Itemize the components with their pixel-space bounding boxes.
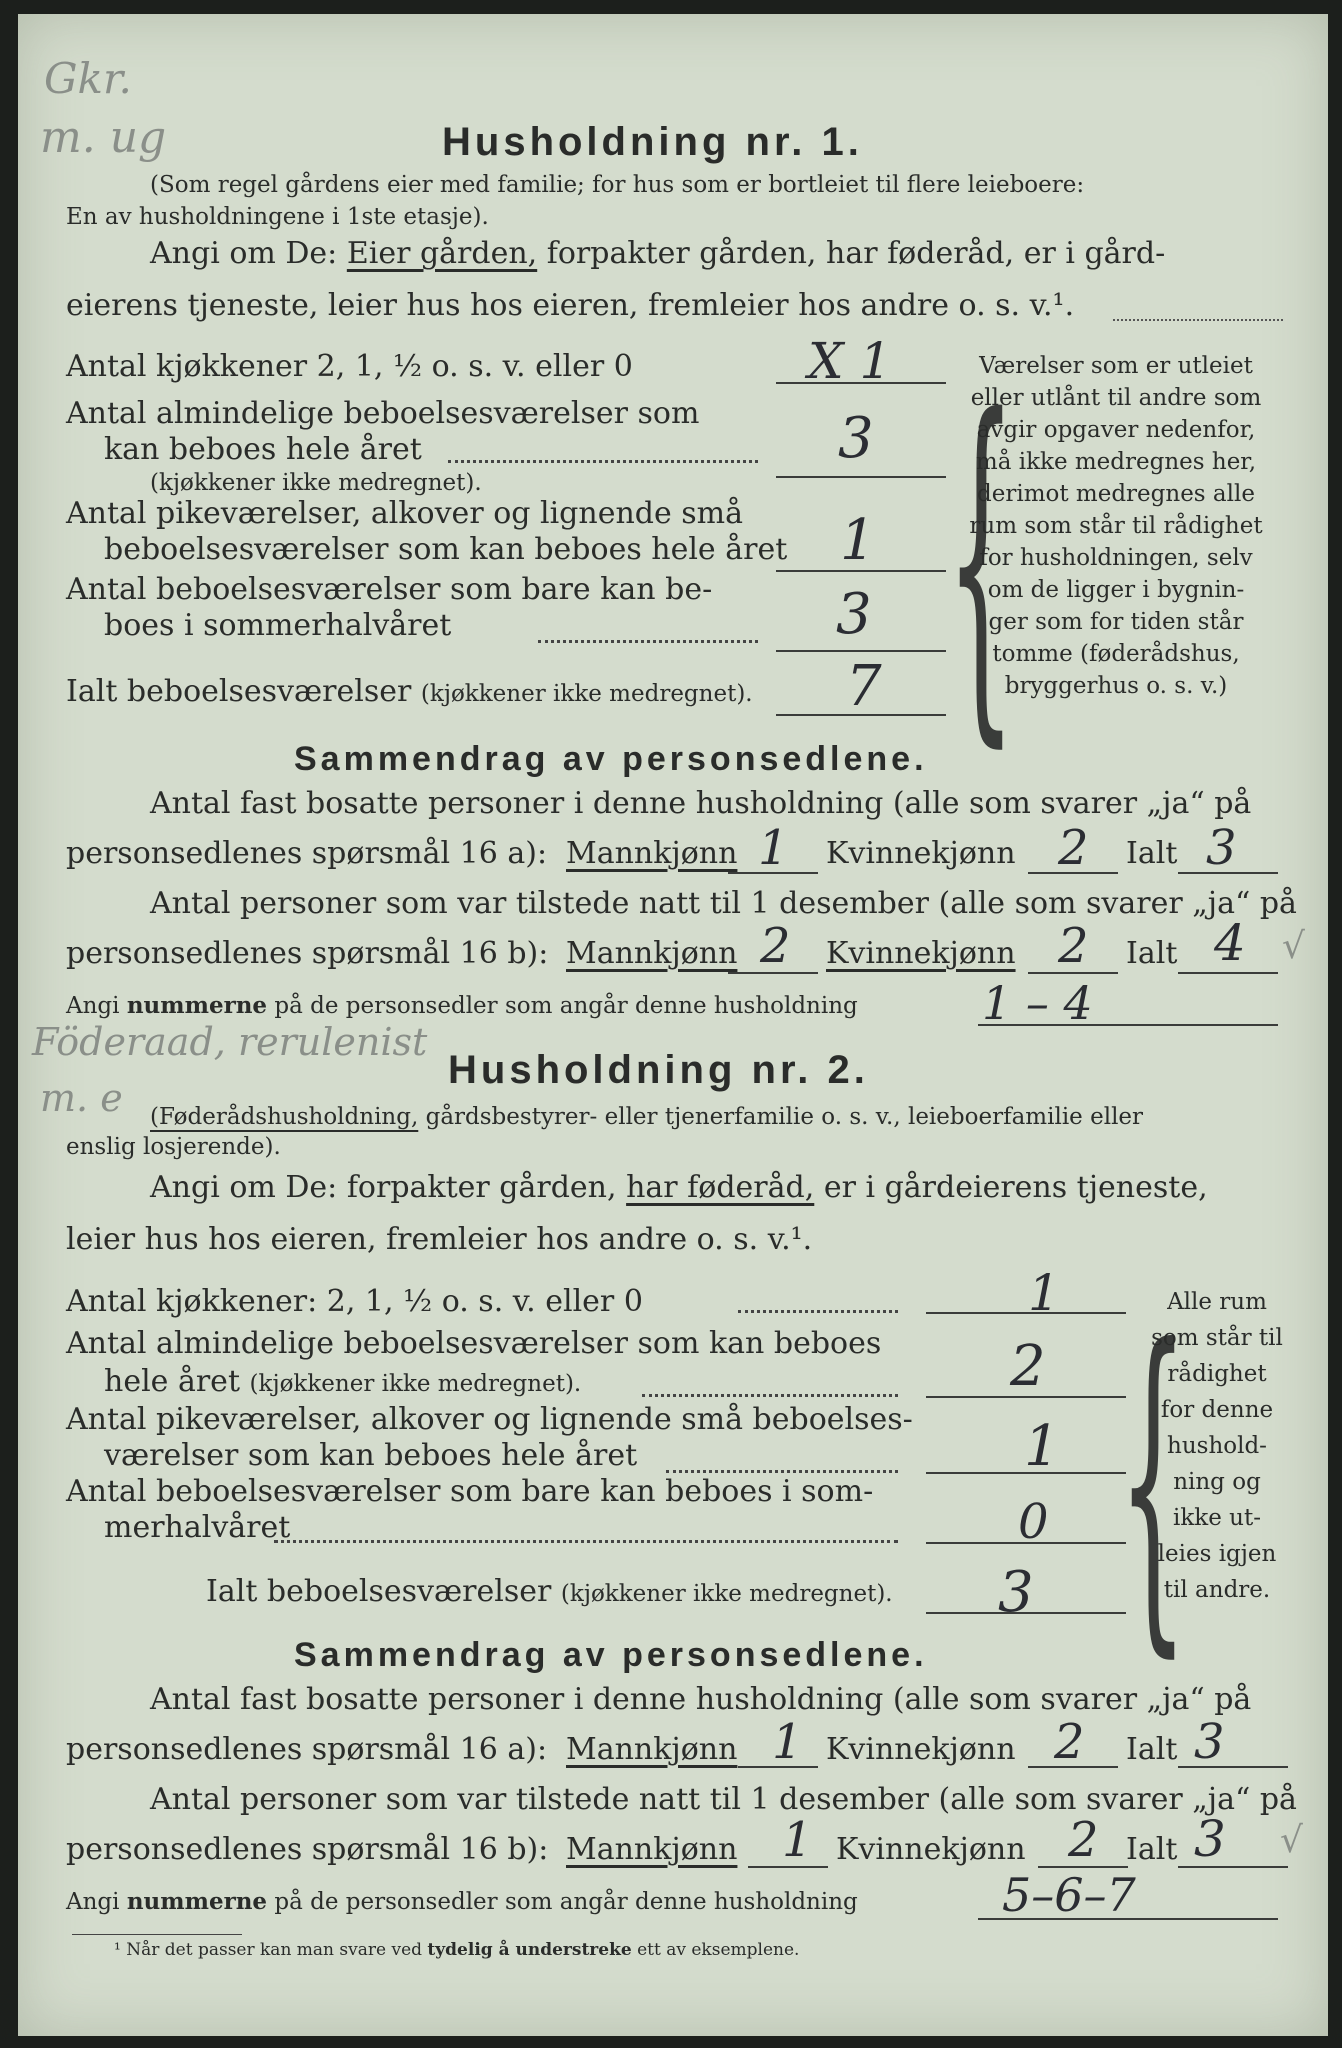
household-1-fast-mann: 1 [758,820,789,876]
footnote-text: Når det passer kan man svare ved [126,1940,423,1960]
household-2-summer-label-1: Antal beboelsesværelser som bare kan beboes i som- [66,1474,874,1509]
dotted-leader [538,640,758,643]
household-2-summary-title: Sammendrag av personsedlene. [294,1636,928,1674]
angi-prefix: Angi om De: [150,1170,338,1205]
ialt-label: Ialt [1126,836,1178,871]
household-2-summer-label-2: merhalvåret [104,1510,291,1545]
household-1-tilstede-mann: 2 [760,918,791,974]
side-note-line: for denne [1160,1397,1274,1423]
side-note-line: må ikke medregnes her, [975,449,1257,475]
household-1-rooms-value: 3 [838,406,874,471]
footnote [114,1940,799,1960]
dotted-leader [666,1470,898,1473]
total-note: (kjøkkener ikke medregnet). [560,1581,893,1607]
side-note-line: leies igjen [1157,1541,1277,1567]
household-1-rooms-label-3: (kjøkkener ikke medregnet). [150,470,482,496]
dotted-leader [274,1540,898,1543]
household-1-title: Husholdning nr. 1. [442,120,863,164]
footnote-bold: tydelig å understreke [427,1940,632,1960]
check-mark-icon: √ [1282,926,1305,967]
total-note: (kjøkkener ikke medregnet). [420,681,753,707]
rule [926,1612,1126,1614]
rule [978,1024,1278,1026]
household-1-total-value: 7 [846,654,882,719]
rule [728,972,818,974]
pencil-note-top-2: m. ug [40,112,167,163]
household-2-note-line-2: enslig losjerende). [66,1134,281,1160]
kvinne-label: Kvinnekjønn [826,1732,1016,1767]
fast-label: personsedlenes spørsmål 16 a): [66,836,548,871]
household-1-fast-ialt: 3 [1206,820,1237,876]
side-note-line: ning og [1173,1469,1261,1495]
side-note-line: for husholdningen, selv [979,545,1253,571]
household-2-fast-line-2: personsedlenes spørsmål 16 a): [66,1732,548,1767]
mann-label: Mannkjønn [566,836,738,871]
household-1-fast-kvinne: 2 [1058,820,1089,876]
household-1-summary-title: Sammendrag av personsedlene. [294,740,928,778]
household-2-title: Husholdning nr. 2. [448,1048,869,1092]
rule [776,650,946,652]
household-2-rooms-label-1: Antal almindelige beboelsesværelser som kan beboes [66,1326,882,1361]
household-2-fast-mann: 1 [772,1714,803,1770]
household-1-rooms-label-2: kan beboes hele året [104,432,422,467]
rule [748,1866,828,1868]
rule [926,1396,1126,1398]
angi-part: forpakter gården, [346,1170,617,1205]
note-underlined: (Føderådshusholdning, [150,1104,419,1130]
household-1-rooms-label-1: Antal almindelige beboelsesværelser som [66,396,700,431]
household-1-kitchens-value: X 1 [808,332,892,390]
rule [1028,972,1118,974]
side-note-line: eller utlånt til andre som [970,385,1262,411]
rule [1178,1866,1288,1868]
household-2-kitchens-value: 1 [1028,1264,1060,1322]
household-1-fast-line-2 [66,836,547,871]
kvinne-label: Kvinnekjønn [826,836,1016,871]
household-1-maid-label-2: beboelsesværelser som kan beboes hele året [104,532,788,567]
household-2-summer-value: 0 [1018,1494,1049,1550]
kvinne-label: Kvinnekjønn [836,1832,1026,1867]
household-1-angi-line-1 [150,236,1165,271]
dotted-leader [448,460,758,463]
side-note-line: tomme (føderådshus, [992,641,1240,667]
total-label: Ialt beboelsesværelser [66,674,412,709]
side-note-line: til andre. [1163,1577,1271,1603]
rule [776,714,946,716]
mann-label: Mannkjønn [566,1832,738,1867]
pencil-note-top-1: Gkr. [44,54,132,103]
pencil-note-mid-1: Föderaad, rerulenist [32,1020,428,1064]
rule [738,1766,818,1768]
household-1-maid-value: 1 [840,508,876,573]
household-2-tilstede-ialt: 3 [1194,1810,1226,1868]
kvinne-label: Kvinnekjønn [826,936,1016,971]
angi-prefix: Angi om De: [150,236,338,271]
side-note-line: hushold- [1167,1433,1267,1459]
rule [926,1472,1126,1474]
census-form-page [18,14,1328,2036]
household-1-tilstede-line-2: personsedlenes spørsmål 16 b): [66,936,549,971]
rule [926,1312,1126,1314]
household-1-summer-label-1: Antal beboelsesværelser som bare kan be- [66,572,713,607]
mann-label: Mannkjønn [566,1732,738,1767]
household-2-note-line-1 [150,1104,1143,1130]
household-1-angi-line-2: eierens tjeneste, leier hus hos eieren, fremleier hos andre o. s. v.¹. [66,288,1075,323]
household-2-maid-label-2: værelser som kan beboes hele året [104,1438,638,1473]
numbers-bold: nummerne [126,992,268,1019]
household-2-numbers-value: 5–6–7 [1002,1868,1136,1922]
ialt-label: Ialt [1126,1732,1178,1767]
household-2-numbers-row [66,1888,858,1915]
side-note-line: Værelser som er utleiet [979,353,1253,379]
side-note-line: rum som står til rådighet [969,513,1263,539]
household-1-tilstede-ialt: 4 [1214,914,1246,972]
household-2-rooms-row-2 [104,1364,581,1399]
mann-label: Mannkjønn [566,936,738,971]
ialt-label: Ialt [1126,936,1178,971]
angi-underlined-option: Eier gården, [346,236,538,271]
household-2-tilstede-line-2: personsedlenes spørsmål 16 b): [66,1832,549,1867]
rule [1178,972,1278,974]
rule [1178,872,1278,874]
household-1-total-row [66,674,753,709]
numbers-pre: Angi [66,1889,120,1915]
side-note-line: avgir opgaver nedenfor, [976,417,1256,443]
household-1-fast-line-1: Antal fast bosatte personer i denne husholdning (alle som svarer „ja“ på [150,786,1252,821]
side-note-line: om de ligger i bygnin- [987,577,1245,603]
footnote-text-end: ett av eksemplene. [637,1940,800,1960]
household-1-kitchens-label: Antal kjøkkener 2, 1, ½ o. s. v. eller 0 [66,349,633,384]
numbers-pre: Angi [66,993,120,1019]
household-2-angi-line-2: leier hus hos eieren, fremleier hos andre o. s. v.¹. [66,1222,813,1257]
rule [776,382,946,384]
rule [926,1542,1126,1544]
household-1-numbers-row [66,992,858,1019]
side-note-line: ikke ut- [1173,1505,1261,1531]
angi-underlined-option: har føderåd, [626,1170,815,1205]
household-1-numbers-value: 1 – 4 [982,976,1093,1030]
check-mark-icon: √ [1280,1820,1303,1861]
rule [776,570,946,572]
household-2-total-row [206,1574,893,1609]
household-2-kitchens-label: Antal kjøkkener: 2, 1, ½ o. s. v. eller 0 [66,1284,643,1319]
dotted-leader [738,1310,898,1313]
total-label: Ialt beboelsesværelser [206,1574,552,1609]
side-note-line: Alle rum [1167,1289,1267,1315]
household-1-side-note [966,350,1266,702]
household-2-side-note [1142,1284,1292,1608]
footnote-marker: ¹ [114,1940,121,1960]
household-2-maid-label-1: Antal pikeværelser, alkover og lignende små beboelses- [66,1402,913,1437]
household-1-summer-value: 3 [836,582,872,647]
rule [1178,1766,1288,1768]
household-2-tilstede-line-1: Antal personer som var tilstede natt til 1 desember (alle som svarer „ja“ på [150,1782,1297,1817]
household-2-fast-line-1: Antal fast bosatte personer i denne husholdning (alle som svarer „ja“ på [150,1682,1252,1717]
household-2-angi-line-1 [150,1170,1208,1205]
household-2-tilstede-mann: 1 [782,1812,813,1868]
household-1-note-line-2: En av husholdningene i 1ste etasje). [66,204,489,230]
rule [978,1918,1278,1920]
angi-dotted-line [1113,319,1283,321]
pencil-note-mid-2: m. e [40,1076,123,1120]
household-2-maid-value: 1 [1024,1414,1060,1479]
side-note-line: rådighet [1167,1361,1267,1387]
household-1-tilstede-line-1: Antal personer som var tilstede natt til 1 desember (alle som svarer „ja“ på [150,886,1297,921]
household-1-note-line-1: (Som regel gårdens eier med familie; for hus som er bortleiet til flere leieboere: [150,172,1085,198]
note-rest: gårdsbestyrer- eller tjenerfamilie o. s. v., leieboerfamilie eller [425,1104,1144,1130]
rooms-note: (kjøkkener ikke medregnet). [249,1371,582,1397]
brace-icon: { [1118,1276,1188,1686]
angi-rest: forpakter gården, har føderåd, er i gård- [546,236,1166,271]
footnote-rule [72,1934,242,1935]
side-note-line: ger som for tiden står [988,609,1244,635]
dotted-leader [642,1394,898,1397]
household-2-tilstede-kvinne: 2 [1068,1812,1099,1868]
rule [1028,1766,1118,1768]
numbers-post: på de personsedler som angår denne husholdning [274,1889,858,1915]
side-note-line: som står til [1151,1325,1283,1351]
side-note-line: derimot medregnes alle [977,481,1255,507]
household-1-tilstede-kvinne: 2 [1058,918,1089,974]
brace-icon: { [946,342,1016,778]
household-2-rooms-value: 2 [1010,1334,1046,1399]
household-2-total-value: 3 [998,1560,1034,1625]
ialt-label: Ialt [1126,1832,1178,1867]
household-1-summer-label-2: boes i sommerhalvåret [104,608,452,643]
household-2-fast-ialt: 3 [1194,1714,1225,1770]
rule [728,872,818,874]
numbers-bold: nummerne [126,1888,268,1915]
rule [776,476,946,478]
side-note-line: bryggerhus o. s. v.) [1004,673,1228,699]
angi-rest: er i gårdeierens tjeneste, [823,1170,1208,1205]
household-2-fast-kvinne: 2 [1054,1714,1085,1770]
household-1-maid-label-1: Antal pikeværelser, alkover og lignende små [66,496,744,531]
numbers-post: på de personsedler som angår denne husholdning [274,993,858,1019]
rule [1028,872,1118,874]
rooms-label: hele året [104,1364,240,1399]
